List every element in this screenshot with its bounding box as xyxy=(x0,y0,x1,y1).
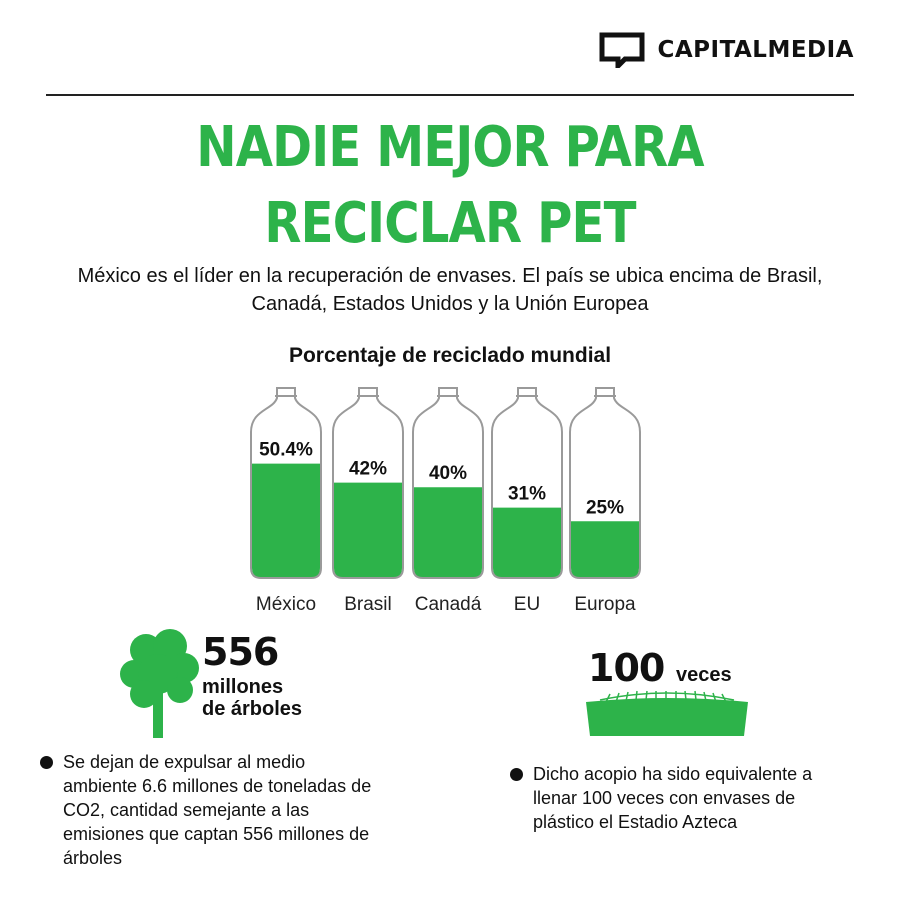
stadium-description: Dicho acopio ha sido equivalente a llenar 100 veces con envases de plástico el Estadio Azteca xyxy=(533,764,813,832)
bottle-fill-bar xyxy=(334,483,402,578)
stadium-unit: veces xyxy=(676,664,732,686)
bottle-fill-bar xyxy=(571,521,639,578)
category-label: EU xyxy=(513,594,541,615)
stadium-icon xyxy=(586,688,748,738)
value-label: 50.4% xyxy=(259,439,313,461)
header-divider xyxy=(46,94,854,96)
speech-bubble-icon xyxy=(599,32,645,68)
trees-bullet xyxy=(40,750,380,870)
category-label: Europa xyxy=(574,594,636,615)
value-label: 42% xyxy=(348,458,388,480)
trees-unit-line-1: millones xyxy=(202,676,284,698)
value-label: 40% xyxy=(428,463,468,485)
stadium-bullet xyxy=(510,762,830,834)
title-line-1: NADIE MEJOR PARA xyxy=(196,115,704,180)
trees-description: Se dejan de expulsar al medio ambiente 6.6 millones de toneladas de CO2, cantidad semejante a las emisiones que captan 556 millones de árboles xyxy=(63,752,372,868)
trees-number: 556 xyxy=(202,630,279,674)
bottle-chart xyxy=(0,380,900,620)
bullet-dot-icon xyxy=(40,756,53,769)
trees-unit xyxy=(202,676,342,720)
bottle-fill-bar xyxy=(493,508,561,578)
category-label: Canadá xyxy=(414,594,482,615)
subtitle: México es el líder en la recuperación de envases. El país se ubica encima de Brasil, Canadá, Estados Unidos y la Unión Europea xyxy=(77,265,823,315)
brand-logo xyxy=(599,32,854,68)
value-label: 25% xyxy=(585,497,625,519)
value-label: 31% xyxy=(507,483,547,505)
stadium-number: 100 xyxy=(588,646,665,690)
trees-unit-line-2: de árboles xyxy=(202,698,303,720)
category-label: Brasil xyxy=(344,594,392,615)
category-label: México xyxy=(255,594,317,615)
bullet-dot-icon xyxy=(510,768,523,781)
page-title xyxy=(63,110,837,262)
bottle-fill-bar xyxy=(414,487,482,578)
tree-icon xyxy=(120,628,202,740)
title-line-2: RECICLAR PET xyxy=(264,191,636,256)
chart-title: Porcentaje de reciclado mundial xyxy=(288,344,612,367)
brand-name: CAPITALMEDIA xyxy=(657,37,854,63)
bottle-fill-bar xyxy=(252,464,320,578)
